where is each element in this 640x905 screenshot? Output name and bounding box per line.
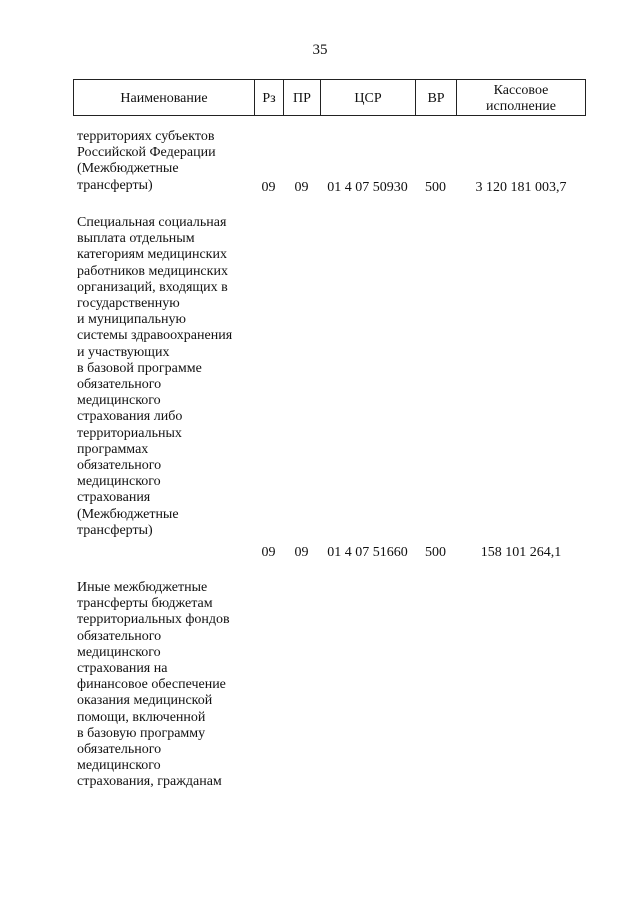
header-name: Наименование [74, 80, 255, 115]
row-csr: 01 4 07 51660 [327, 545, 408, 560]
row-vr: 500 [425, 180, 446, 195]
row-rz: 09 [261, 180, 276, 195]
row-amount: 158 101 264,1 [480, 545, 562, 560]
header-rz: Рз [255, 80, 284, 115]
row-csr: 01 4 07 50930 [327, 180, 408, 195]
row-name: Специальная социальная выплата отдельным категориям медицинских работников медицинских организаций, входящих в государственную и муниципальную системы здравоохранения и участвующих в базовой программе обязательного медицинского страхования либо территориальных программах обязательного медицинского страхования (Межбюджетные трансферты) [77, 215, 233, 538]
header-vr: ВР [416, 80, 457, 115]
page-number: 35 [312, 42, 328, 58]
row-rz: 09 [261, 545, 276, 560]
row-name: территориях субъектов Российской Федерации (Межбюджетные трансферты) [77, 129, 216, 193]
row-name: Иные межбюджетные трансферты бюджетам территориальных фондов обязательного медицинского страхования на финансовое обеспечение оказания медицинской помощи, включенной в базовую программу обязательного медицинского страхования, гражданам [77, 580, 230, 790]
header-csr: ЦСР [321, 80, 416, 115]
row-pr: 09 [294, 545, 309, 560]
header-amount: Кассовое исполнение [486, 83, 556, 114]
header-pr: ПР [284, 80, 321, 115]
table-header [73, 79, 586, 116]
row-amount: 3 120 181 003,7 [475, 180, 567, 195]
row-vr: 500 [425, 545, 446, 560]
row-pr: 09 [294, 180, 309, 195]
